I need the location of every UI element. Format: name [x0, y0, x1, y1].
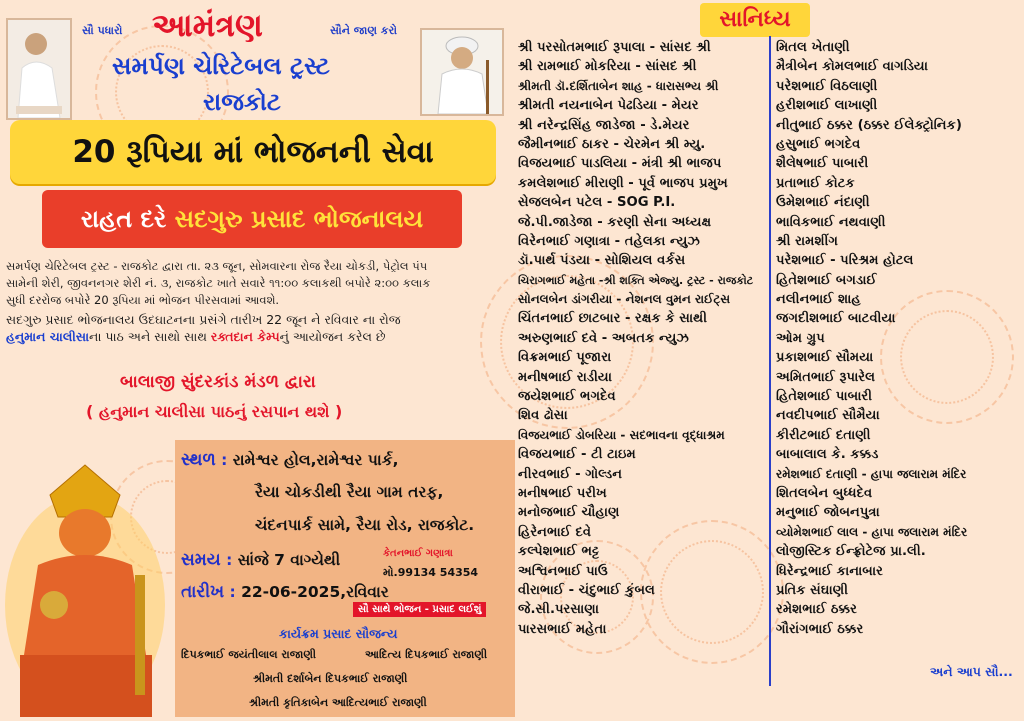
- dignitary-name: વિજયભાઈ - ટી ટાઇમ: [518, 447, 636, 463]
- dignitary-name: શિતલબેન બુધ્ધદેવ: [776, 485, 873, 501]
- meal-note: સૌ સાથે ભોજન - પ્રસાદ લઈશું: [353, 602, 486, 617]
- dignitary-name: મનુભાઈ જોબનપુત્રા: [776, 505, 880, 521]
- dignitary-name: સોનલબેન ડાંગરીયા - નેશનલ વુમન રાઈટ્સ: [518, 292, 731, 307]
- contact-phone: મો.99134 54354: [383, 566, 479, 579]
- welcome-text: સૌ પધારો: [82, 24, 123, 37]
- bhojanalay-name: સદગુરુ પ્રસાદ ભોજનાલય: [174, 205, 424, 233]
- place-label: સ્થળ: [181, 450, 216, 470]
- dignitary-name: શૈલેષભાઈ પાબારી: [776, 156, 869, 172]
- description-line: સદગુરુ પ્રસાદ ભોજનાલય ઉદઘાટનના પ્રસંગે તારીખ 22 જૂન ને રવિવાર ના રોજ: [6, 312, 401, 327]
- dignitary-name: વિરેનભાઈ ગણાત્રા - તહેલકા ન્યુઝ: [518, 233, 700, 249]
- dignitary-name: ગૌરાંગભાઈ ઠક્કર: [776, 621, 864, 637]
- dignitary-name: પરેશભાઈ - પરિશ્રમ હોટલ: [776, 253, 914, 269]
- dignitary-name: હસુભાઈ ભગદેવ: [776, 136, 861, 152]
- dignitary-name: પ્રકાશભાઈ સૌમયા: [776, 350, 874, 366]
- dignitary-name: શ્રીમતી ડૉ.દર્શિતાબેન શાહ - ધારાસભ્ય શ્રી: [518, 78, 719, 93]
- dignitary-name: રમેશભાઈ ઠક્કર: [776, 602, 857, 618]
- dignitary-name: મૈત્રીબેન કોમલભાઈ વાગડિયા: [776, 59, 928, 75]
- service-banner: [10, 120, 496, 184]
- place-line: રામેશ્વર હોલ,રામેશ્વર પાર્ક,: [232, 451, 399, 469]
- dignitary-name: શ્રી રામભાઈ મોકરિયા - સાંસદ શ્રી: [518, 59, 697, 75]
- dignitary-name: ચિરાગભાઈ મહેતા -શ્રી શક્તિ એજ્યુ. ટ્રસ્ટ - રાજકોટ: [518, 273, 754, 287]
- invitation-title: આમંત્રણ: [152, 6, 263, 44]
- dignitary-name: કમલેશભાઈ મીરાણી - પૂર્વ ભાજપ પ્રમુખ: [518, 175, 728, 191]
- dignitary-name: પારસભાઈ મહેતા: [518, 621, 607, 637]
- colon: :: [221, 451, 233, 469]
- description: [6, 258, 506, 345]
- dignitary-name: વ્યોમેશભાઈ લાલ - હાપા જલારામ મંદિર: [776, 524, 968, 539]
- sponsor-name: દિપકભાઈ જયંતીલાલ રાજાણી: [181, 648, 317, 661]
- bhojanalay-prefix: રાહત દરે: [80, 205, 167, 233]
- service-banner-text: 20 રૂપિયા માં ભોજનની સેવા: [72, 134, 434, 170]
- description-text: નું આયોજન કરેલ છે: [279, 329, 386, 344]
- dignitary-name: રમેશભાઈ દતાણી - હાપા જલારામ મંદિર: [776, 466, 967, 481]
- dignitary-name: ડૉ.પાર્થ પંડયા - સોશિયલ વર્કસ: [518, 253, 686, 269]
- dignitary-name: શ્રીમતી નયનાબેન પેઢડિયા - મેયર: [518, 98, 699, 114]
- dignitaries-column-2: [776, 38, 1022, 639]
- venue-box: [175, 440, 515, 717]
- sponsor-name: આદિત્ય દિપકભાઈ રાજાણી: [365, 648, 488, 661]
- mandal-note: ( હનુમાન ચાલીસા પાઠનું રસપાન થશે ): [86, 402, 343, 421]
- dignitary-name: હિરેનભાઈ દવે: [518, 524, 592, 540]
- dignitary-name: કલ્પેશભાઈ ભટ્ટ: [518, 544, 600, 560]
- date-value: 22-06-2025,રવિવાર: [241, 583, 389, 601]
- dignitary-name: બાબાલાલ કે. કક્કડ: [776, 447, 879, 463]
- time-label: સમય: [181, 550, 221, 570]
- mandal-name: બાલાજી સુંદરકાંડ મંડળ દ્વારા: [120, 372, 316, 392]
- dignitaries-column-1: [518, 38, 768, 639]
- sanidhya-title: સાનિધ્ય: [719, 7, 791, 32]
- dignitary-name: જયેશભાઈ ભગદેવ: [518, 389, 616, 405]
- dignitary-name: પ્રતિક સંઘાણી: [776, 582, 848, 598]
- dignitary-name: મનીષભાઈ પરીખ: [518, 485, 607, 501]
- dignitary-name: શ્રી પરસોતમભાઈ રૂપાલા - સાંસદ શ્રી: [518, 40, 711, 55]
- dignitary-name: નલીનભાઈ શાહ: [776, 292, 861, 308]
- dignitary-name: જગદીશભાઈ બાટવીયા: [776, 311, 896, 327]
- dignitary-name: ઓમ ગ્રુપ: [776, 330, 825, 346]
- trust-name: સમર્પણ ચેરિટેબલ ટ્રસ્ટ: [112, 52, 330, 80]
- contact-name: કેતનભાઈ ગણાત્રા: [383, 548, 453, 559]
- dignitary-name: નીતુભાઈ ઠક્કર (ઠક્કર ઈલેક્ટ્રોનિક): [776, 117, 962, 133]
- dignitary-name: જે.સી.પરસાણા: [518, 602, 599, 618]
- dignitary-name: વિજયભાઈ ડોબરિયા - સદભાવના વૃદ્ધાશ્રમ: [518, 427, 725, 442]
- jalaram-photo: [420, 28, 504, 116]
- dignitary-name: ઉમેશભાઈ નંદાણી: [776, 195, 870, 211]
- place-line: રૈયા ચોકડીથી રૈયા ગામ તરફ,: [255, 483, 444, 501]
- date-label: તારીખ: [181, 582, 225, 602]
- hanuman-chalisa-text: હનુમાન ચાલીસા: [6, 329, 90, 344]
- sponsor-title: કાર્યક્રમ પ્રસાદ સૌજન્ય: [279, 626, 398, 641]
- sponsor-name: શ્રીમતી કૃતિકાબેન આદિત્યભાઈ રાજાણી: [249, 696, 427, 709]
- dignitary-name: વિજયભાઈ પાડલિયા - મંત્રી શ્રી ભાજપ: [518, 156, 722, 172]
- colon: :: [229, 583, 242, 601]
- dignitary-name: શ્રી નરેન્દ્રસિંહ જાડેજા - ડે.મેયર: [518, 117, 690, 133]
- dignitary-name: મનીષભાઈ રાડીયા: [518, 369, 612, 385]
- blood-donation-text: રક્તદાન કેમ્પ: [210, 329, 280, 344]
- dignitary-name: હિતેશભાઈ બગડાઈ: [776, 272, 877, 288]
- dignitary-name: અરુણભાઈ દવે - અબતક ન્યુઝ: [518, 330, 690, 346]
- description-line: સુધી દરરોજ બપોરે 20 રૂપિયા માં ભોજન પીરસવામાં આવશે.: [6, 293, 280, 307]
- bhojanalay-banner: [42, 190, 462, 248]
- sanidhya-badge: [700, 3, 810, 37]
- dignitary-name: શ્રી રામશીંગ: [776, 233, 839, 249]
- dignitary-name: ધિરેન્દ્રભાઈ કાનાબાર: [776, 563, 883, 579]
- city-name: રાજકોટ: [203, 88, 281, 116]
- dignitary-name: જૈમીનભાઈ ઠાકર - ચેરમેન શ્રી મ્યુ.: [518, 136, 706, 152]
- inform-text: સૌને જાણ કરો: [330, 24, 397, 37]
- dignitary-name: સેજલબેન પટેલ - SOG P.I.: [518, 195, 676, 211]
- dignitary-name: ભાવિકભાઈ નથવાણી: [776, 214, 886, 230]
- dignitary-name: લોજીસ્ટિક ઈન્ફ્રોટેજ પ્રા.લી.: [776, 544, 926, 560]
- time-value: સાંજે 7 વાગ્યેથી: [237, 551, 341, 569]
- dignitary-name: હરીશભાઈ લાખાણી: [776, 98, 878, 114]
- dignitary-name: મનોજભાઈ ચૌહાણ: [518, 505, 620, 521]
- description-text: ના પાઠ અને સાથો સાથ: [89, 329, 211, 344]
- dignitary-name: હિતેશભાઈ પાબારી: [776, 389, 873, 405]
- closing-text: અને આપ સૌ...: [930, 664, 1013, 679]
- dignitary-name: નીરવભાઈ - ગોલ્ડન: [518, 466, 623, 482]
- dignitary-name: મિતલ ખેતાણી: [776, 40, 850, 55]
- dignitary-name: પરેશભાઈ વિઠલાણી: [776, 78, 878, 94]
- description-line: સમર્પણ ચેરિટેબલ ટ્રસ્ટ - રાજકોટ દ્વારા તા. ૨૩ જૂન, સોમવારના રોજ રૈયા ચોકડી, પેટ્રોલ પંપ: [6, 259, 428, 273]
- dignitary-name: કીરીટભાઈ દતાણી: [776, 427, 871, 443]
- column-divider: [769, 36, 771, 686]
- dignitary-name: નવદીપભાઈ સૌમૈયા: [776, 408, 880, 424]
- description-line: સામેની શેરી, જીવનનગર શેરી નં. ૩, રાજકોટ ખાતે સવારે ૧૧:૦૦ કલાકથી બપોરે ૨:૦૦ કલાક: [6, 276, 431, 290]
- place-line: ચંદનપાર્ક સામે, રૈયા રોડ, રાજકોટ.: [255, 516, 475, 534]
- dignitary-name: અશ્વિનભાઈ પાઉ: [518, 563, 608, 579]
- dignitary-name: જે.પી.જાડેજા - કરણી સેના અધ્યક્ષ: [518, 214, 712, 230]
- dignitary-name: વીરાભાઈ - ચંદુભાઈ કુંબલ: [518, 582, 655, 598]
- dignitary-name: પ્રતાભાઈ કોટક: [776, 175, 855, 191]
- sponsor-name: શ્રીમતી દર્શાબેન દિપકભાઈ રાજાણી: [253, 672, 408, 685]
- colon: :: [226, 551, 238, 569]
- dignitary-name: અમિતભાઈ રૂપારેલ: [776, 369, 876, 385]
- dignitary-name: શિવ ઢોસા: [518, 408, 568, 424]
- dignitary-name: વિક્રમભાઈ પૂજારા: [518, 350, 612, 366]
- saint-photo: [6, 18, 72, 120]
- hanuman-image: [0, 455, 180, 717]
- dignitary-name: ચિંતનભાઈ છાટબાર - રક્ષક કે સાથી: [518, 311, 708, 327]
